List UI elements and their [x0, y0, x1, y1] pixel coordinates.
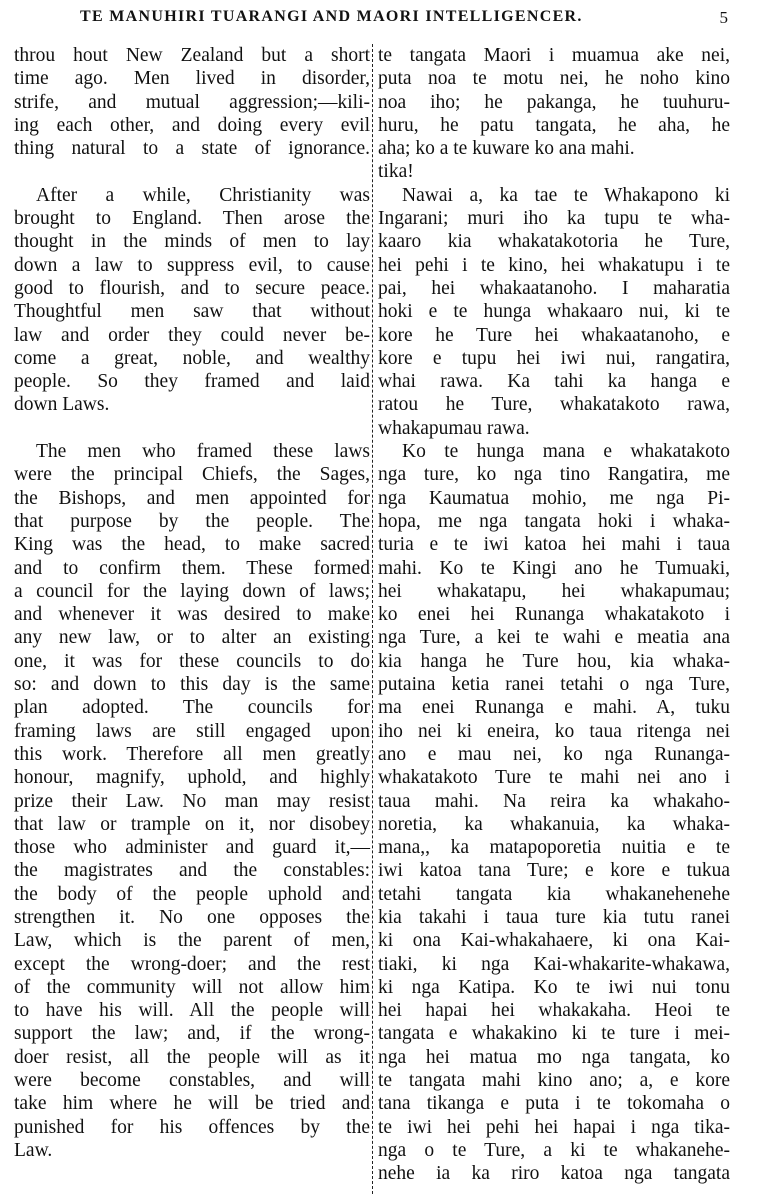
english-paragraph-1 [14, 44, 370, 160]
newspaper-title: TE MANUHIRI TUARANGI AND MAORI INTELLIGENCER. [80, 8, 583, 25]
text-line: a council for the laying down of laws; [14, 580, 370, 602]
maori-paragraph-2 [378, 184, 730, 440]
text-line: iwi katoa tana Ture; e kore e tukua [378, 860, 730, 882]
text-line: one, it was for these councils to do [14, 650, 370, 672]
text-line: nga ture, ko nga tino Rangatira, me [378, 464, 730, 486]
text-line: ma enei Runanga e mahi. A, tuku [378, 697, 730, 719]
text-line: tana tikanga e puta i te tokomaha o [378, 1093, 730, 1115]
text-line: the body of the people uphold and [14, 883, 370, 905]
maori-paragraph-1 [378, 44, 730, 184]
text-line: tetahi tangata kia whakanehenehe [378, 883, 730, 905]
english-paragraph-3 [14, 440, 370, 1162]
text-line: prize their Law. No man may resist [14, 790, 370, 812]
text-line: law and order they could never be- [14, 324, 370, 346]
text-line: hei whakatapu, hei whakapumau; [378, 580, 730, 602]
text-line: thing natural to a state of ignorance. [14, 138, 370, 160]
text-line: iho nei ki eneira, ko taua ritenga nei [378, 720, 730, 742]
text-line: turia e te iwi katoa hei mahi i taua [378, 534, 730, 556]
text-line: aha; ko a te kuware ko ana mahi. [378, 138, 635, 160]
text-line: were the principal Chiefs, the Sages, [14, 464, 370, 486]
text-line: After a while, Christianity was [36, 184, 370, 206]
text-line: tangata e whakakino ki te ture i mei- [378, 1023, 730, 1045]
text-line: of the community will not allow him [14, 976, 370, 998]
text-line: ko enei hei Runanga whakatakoto i [378, 604, 730, 626]
page-number: 5 [719, 8, 728, 27]
text-line: ratou he Ture, whakatakoto rawa, [378, 394, 730, 416]
text-line: tiaki, ki nga Kai-whakarite-whakawa, [378, 953, 730, 975]
text-line: hopa, me nga tangata hoki i whaka- [378, 510, 730, 532]
text-line: hei pehi i te kino, hei whakatupu i te [378, 254, 730, 276]
text-line: noa iho; he pakanga, he tuuhuru- [378, 91, 730, 113]
text-line: nga o te Ture, a ki te whakanehe- [378, 1139, 730, 1161]
text-line: hoki e te hunga whakaaro nui, ki te [378, 301, 730, 323]
text-line: nehe ia ka riro katoa nga tangata [378, 1163, 730, 1185]
text-line: this work. Therefore all men greatly [14, 743, 370, 765]
text-line: tika! [378, 161, 414, 183]
text-line: ki nga Katipa. Ko te iwi nui tonu [378, 976, 730, 998]
text-line: putaina ketia ranei tetahi o nga Ture, [378, 674, 730, 696]
text-line: The men who framed these laws [36, 441, 370, 463]
text-line: that law or trample on it, nor disobey [14, 813, 370, 835]
text-line: doer resist, all the people will as it [14, 1046, 370, 1068]
text-line: King was the head, to make sacred [14, 534, 370, 556]
maori-paragraph-3 [378, 440, 730, 1186]
text-line: mana,, ka matapoporetia nuitia e te [378, 837, 730, 859]
text-line: ing each other, and doing every evil [14, 114, 370, 136]
text-line: and to confirm them. These formed [14, 557, 370, 579]
text-line: thought in the minds of men to lay [14, 231, 370, 253]
text-line: support the law; and, if the wrong- [14, 1023, 370, 1045]
text-line: kia hanga he Ture hou, kia whaka- [378, 650, 730, 672]
page-header [0, 6, 760, 32]
text-line: punished for his offences by the [14, 1116, 370, 1138]
text-line: the Bishops, and men appointed for [14, 487, 370, 509]
text-line: taua mahi. Na reira ka whakaho- [378, 790, 730, 812]
text-line: any new law, or to alter an existing [14, 627, 370, 649]
text-line: throu hout New Zealand but a short [14, 45, 370, 66]
text-line: Law. [14, 1139, 53, 1161]
text-line: te tangata mahi kino ano; a, e kore [378, 1070, 730, 1092]
text-line: mahi. Ko te Kingi ano he Tumuaki, [378, 557, 730, 579]
text-line: Ingarani; muri iho ka tupu te wha- [378, 208, 730, 230]
text-line: good to flourish, and to secure peace. [14, 277, 370, 299]
text-line: whakapumau rawa. [378, 417, 530, 439]
text-line: down a law to suppress evil, to cause [14, 254, 370, 276]
text-line: brought to England. Then arose the [14, 208, 370, 230]
maori-column [378, 44, 730, 1186]
text-line: te tangata Maori i muamua ake nei, [378, 45, 730, 66]
text-line: noretia, ka whakanuia, ka whaka- [378, 813, 730, 835]
text-line: kaaro kia whakatakotoria he Ture, [378, 231, 730, 253]
text-line: kore he Ture hei whakaatanoho, e [378, 324, 730, 346]
english-paragraph-2 [14, 184, 370, 417]
text-line: the magistrates and the constables: [14, 860, 370, 882]
text-line: ki ona Kai-whakahaere, ki ona Kai- [378, 930, 730, 952]
text-line: plan adopted. The councils for [14, 697, 370, 719]
text-line: framing laws are still engaged upon [14, 720, 370, 742]
text-line: puta noa te motu nei, he noho kino [378, 68, 730, 90]
text-line: and whenever it was desired to make [14, 604, 370, 626]
text-line: come a great, noble, and wealthy [14, 347, 370, 369]
text-line: Law, which is the parent of men, [14, 930, 370, 952]
text-line: honour, magnify, uphold, and highly [14, 767, 370, 789]
text-line: ano e mau nei, ko nga Runanga- [378, 743, 730, 765]
text-line: strengthen it. No one opposes the [14, 906, 370, 928]
text-line: te iwi hei pehi hei hapai i nga tika- [378, 1116, 730, 1138]
text-line: kia takahi i taua ture kia tutu ranei [378, 906, 730, 928]
text-line: to have his will. All the people will [14, 1000, 370, 1022]
text-line: those who administer and guard it,— [14, 837, 370, 859]
text-line: nga hei matua mo nga tangata, ko [378, 1046, 730, 1068]
text-line: Nawai a, ka tae te Whakapono ki [402, 184, 730, 206]
text-line: nga Ture, a kei te wahi e meatia ana [378, 627, 730, 649]
text-line: whakatakoto Ture te mahi nei ano i [378, 767, 730, 789]
text-line: take him where he will be tried and [14, 1093, 370, 1115]
text-line: pai, hei whakaatanoho. I maharatia [378, 277, 730, 299]
text-line: except the wrong-doer; and the rest [14, 953, 370, 975]
text-line: so: and down to this day is the same [14, 674, 370, 696]
column-divider [372, 44, 373, 1194]
text-line: Ko te hunga mana e whakatakoto [402, 441, 730, 463]
text-line: whai rawa. Ka tahi ka hanga e [378, 371, 730, 393]
text-line: huru, he patu tangata, he aha, he [378, 114, 730, 136]
english-column [14, 44, 370, 1162]
text-line: people. So they framed and laid [14, 371, 370, 393]
text-line: down Laws. [14, 394, 110, 416]
text-line: nga Kaumatua mohio, me nga Pi- [378, 487, 730, 509]
text-line: were become constables, and will [14, 1070, 370, 1092]
text-line: time ago. Men lived in disorder, [14, 68, 370, 90]
text-line: Thoughtful men saw that without [14, 301, 370, 323]
text-line: hei hapai hei whakakaha. Heoi te [378, 1000, 730, 1022]
text-line: that purpose by the people. The [14, 510, 370, 532]
text-line: strife, and mutual aggression;—kili- [14, 91, 370, 113]
text-line: kore e tupu hei iwi nui, rangatira, [378, 347, 730, 369]
